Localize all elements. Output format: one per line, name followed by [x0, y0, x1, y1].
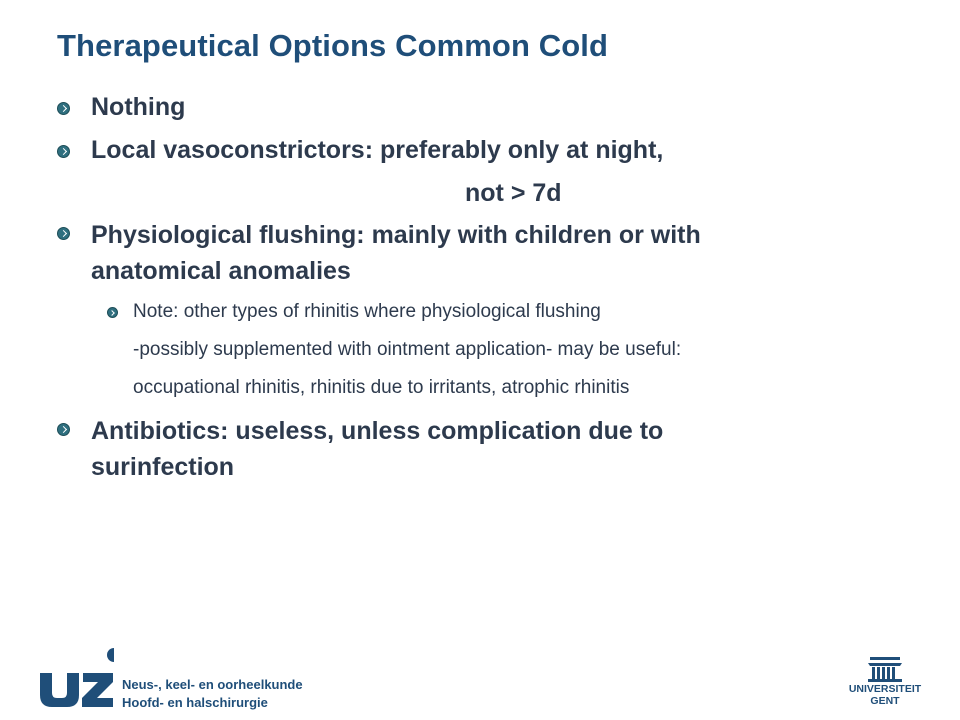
- bullet-item-physiological-flushing: [57, 215, 937, 293]
- bullet-text-continuation: anatomical anomalies: [91, 257, 351, 285]
- bullet-icon: [57, 423, 70, 436]
- bullet-icon: [57, 145, 70, 158]
- bullet-text-continuation: not > 7d: [465, 179, 562, 207]
- bullet-text: Nothing: [91, 93, 186, 121]
- slide-content: [57, 86, 937, 489]
- department-line-2: Hoofd- en halschirurgie: [122, 695, 268, 710]
- bullet-icon: [57, 102, 70, 115]
- bullet-text: Local vasoconstrictors: preferably only at night,: [91, 136, 664, 164]
- department-line-1: Neus-, keel- en oorheelkunde: [122, 677, 303, 692]
- sub-bullet-text-continuation: occupational rhinitis, rhinitis due to irritants, atrophic rhinitis: [133, 377, 630, 398]
- bullet-text-continuation: surinfection: [91, 453, 235, 481]
- bullet-icon: [57, 227, 70, 240]
- slide-title: Therapeutical Options Common Cold: [57, 28, 608, 63]
- bullet-text: Physiological flushing: mainly with children or with: [91, 221, 701, 249]
- bullet-item-nothing: [57, 86, 937, 129]
- sub-bullet-text-continuation: -possibly supplemented with ointment application- may be useful:: [133, 339, 682, 360]
- sub-bullet-text: Note: other types of rhinitis where physiological flushing: [133, 301, 601, 322]
- bullet-item-antibiotics: [57, 407, 937, 489]
- sub-bullet-note: [57, 293, 937, 407]
- ugent-name: [838, 683, 932, 707]
- ugent-line-1: UNIVERSITEIT: [848, 683, 922, 695]
- bullet-text: Antibiotics: useless, unless complication due to: [91, 417, 664, 445]
- bullet-item-vasoconstrictors: [57, 129, 937, 215]
- ugent-line-2: GENT: [870, 695, 900, 707]
- uz-logo: [38, 645, 114, 707]
- sub-bullet-icon: [107, 307, 118, 318]
- department-name: [122, 676, 303, 712]
